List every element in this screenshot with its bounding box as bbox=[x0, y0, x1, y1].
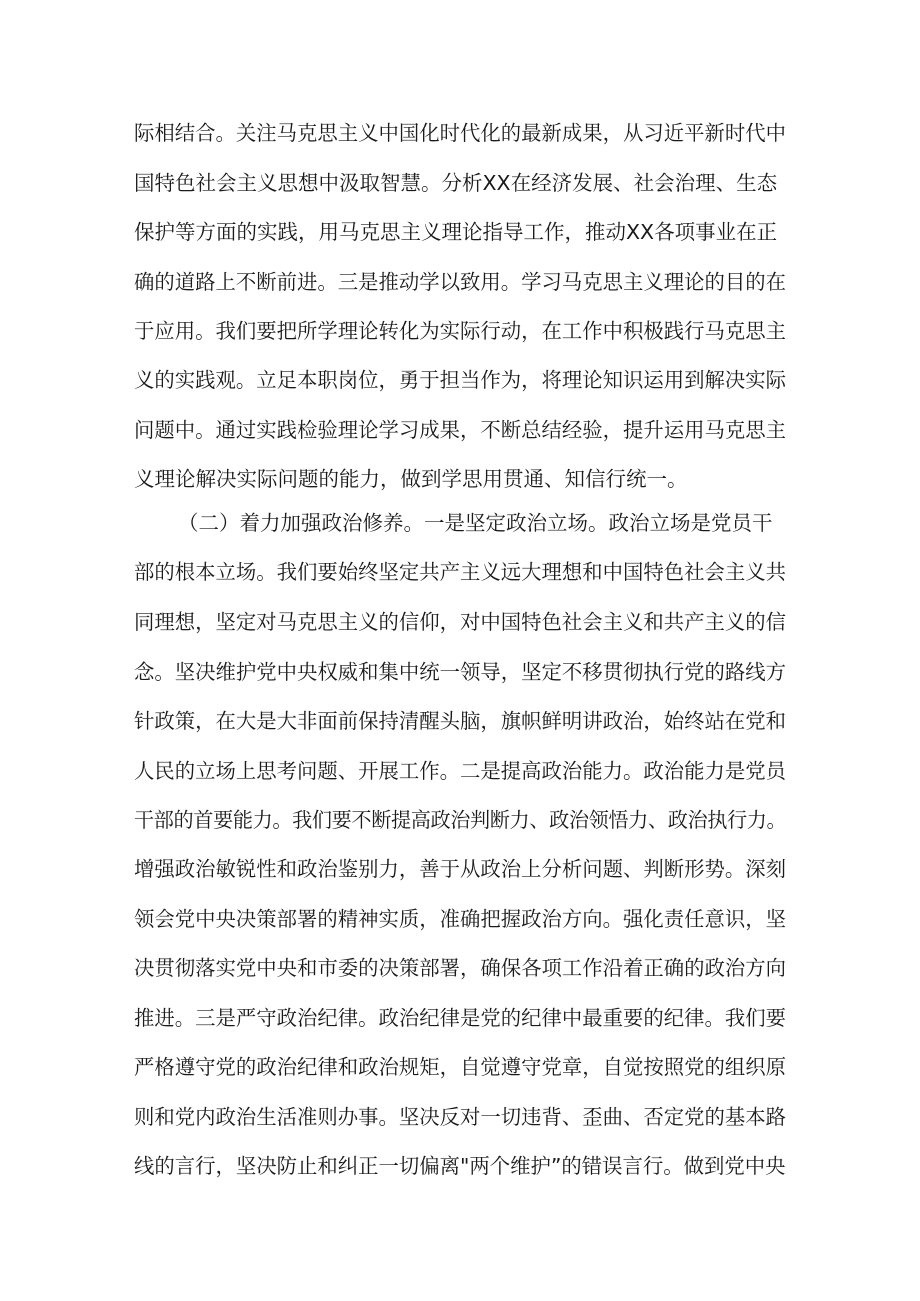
text-line: 保护等方面的实践，用马克思主义理论指导工作，推动XX各项事业在正 bbox=[134, 220, 778, 244]
text-line: 于应用。我们要把所学理论转化为实际行动，在工作中积极践行马克思主 bbox=[134, 319, 786, 343]
text-line: 确的道路上不断前进。三是推动学以致用。学习马克思主义理论的目的在 bbox=[134, 270, 786, 294]
text-line: 严格遵守党的政治纪律和政治规矩，自觉遵守党章，自觉按照党的组织原 bbox=[134, 1055, 786, 1079]
text-line: （二）着力加强政治修养。一是坚定政治立场。政治立场是党员干 bbox=[178, 511, 773, 535]
text-line: 增强政治敏锐性和政治鉴别力，善于从政治上分析问题、判断形势。深刻 bbox=[134, 857, 786, 881]
text-line: 际相结合。关注马克思主义中国化时代化的最新成果，从习近平新时代中 bbox=[134, 121, 786, 145]
text-line: 则和党内政治生活准则办事。坚决反对一切违背、歪曲、否定党的基本路 bbox=[134, 1105, 786, 1129]
text-line: 决贯彻落实党中央和市委的决策部署，确保各项工作沿着正确的政治方向 bbox=[134, 956, 786, 980]
text-line: 领会党中央决策部署的精神实质，准确把握政治方向。强化责任意识，坚 bbox=[134, 907, 786, 931]
text-line: 问题中。通过实践检验理论学习成果，不断总结经验，提升运用马克思主 bbox=[134, 418, 786, 442]
text-line: 国特色社会主义思想中汲取智慧。分析XX在经济发展、社会治理、生态 bbox=[134, 171, 778, 195]
text-line: 部的根本立场。我们要始终坚定共产主义远大理想和中国特色社会主义共 bbox=[134, 560, 786, 584]
text-line: 义理论解决实际问题的能力，做到学思用贯通、知信行统一。 bbox=[134, 467, 688, 491]
text-line: 线的言行，坚决防止和纠正一切偏离"两个维护”的错误言行。做到党中央 bbox=[134, 1154, 786, 1178]
text-line: 义的实践观。立足本职岗位，勇于担当作为，将理论知识运用到解决实际 bbox=[134, 368, 786, 392]
text-line: 念。坚决维护党中央权威和集中统一领导，坚定不移贯彻执行党的路线方 bbox=[134, 660, 786, 684]
text-line: 同理想，坚定对马克思主义的信仰，对中国特色社会主义和共产主义的信 bbox=[134, 610, 786, 634]
text-line: 干部的首要能力。我们要不断提高政治判断力、政治领悟力、政治执行力。 bbox=[134, 808, 787, 832]
text-line: 推进。三是严守政治纪律。政治纪律是党的纪律中最重要的纪律。我们要 bbox=[134, 1006, 786, 1030]
text-line: 人民的立场上思考问题、开展工作。二是提高政治能力。政治能力是党员 bbox=[134, 759, 786, 783]
text-line: 针政策，在大是大非面前保持清醒头脑，旗帜鲜明讲政治，始终站在党和 bbox=[134, 709, 786, 733]
